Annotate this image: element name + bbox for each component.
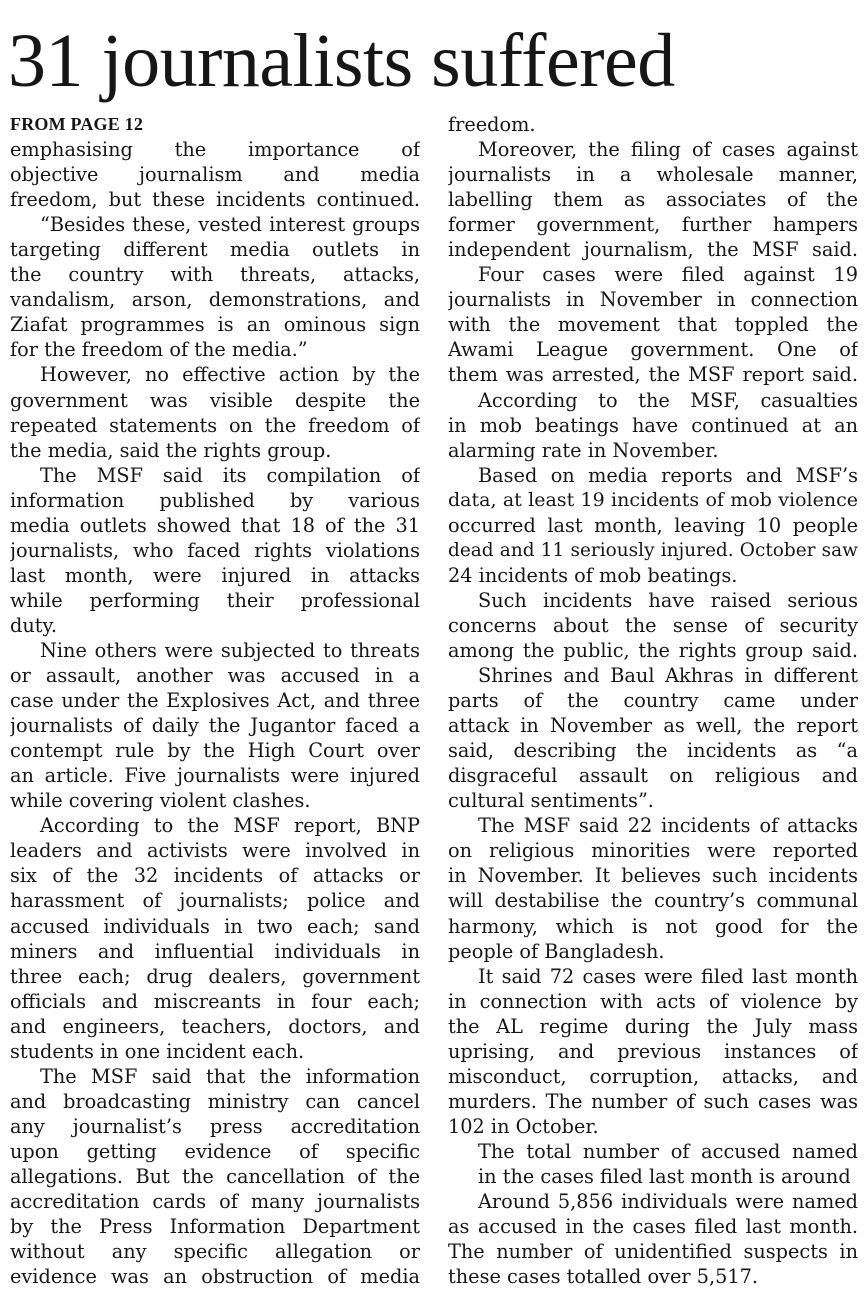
article-line: According to the MSF, casualties bbox=[478, 388, 858, 412]
article-line: as accused in the cases filed last month. bbox=[448, 1215, 858, 1239]
article-line: last month, were injured in attacks bbox=[10, 563, 420, 587]
article-line: The MSF said its compilation of bbox=[40, 463, 420, 487]
article-line: emphasising the importance of bbox=[10, 138, 420, 162]
article-line: However, no effective action by the bbox=[40, 363, 420, 387]
article-line: uprising, and previous instances of bbox=[448, 1039, 858, 1063]
article-line: any journalist’s press accreditation bbox=[10, 1114, 420, 1138]
article-column-right bbox=[448, 112, 858, 1289]
article-line: repeated statements on the freedom of bbox=[10, 413, 420, 437]
article-line: government was visible despite the bbox=[10, 388, 420, 412]
article-line: accused individuals in two each; sand bbox=[10, 914, 420, 938]
article-line: alarming rate in November. bbox=[448, 438, 719, 462]
article-line: officials and miscreants in four each; bbox=[10, 989, 420, 1013]
article-line: evidence was an obstruction of media bbox=[10, 1265, 420, 1289]
article-line: on religious minorities were reported bbox=[448, 839, 858, 863]
article-line: labelling them as associates of the bbox=[448, 188, 858, 212]
article-line: cultural sentiments”. bbox=[448, 789, 654, 813]
article-line: According to the MSF report, BNP bbox=[40, 814, 420, 838]
article-line: freedom. bbox=[448, 113, 536, 136]
article-line: will destabilise the country’s communal bbox=[448, 889, 858, 913]
article-line: 24 incidents of mob beatings. bbox=[448, 563, 738, 587]
article-line: and broadcasting ministry can cancel bbox=[10, 1089, 420, 1113]
article-line: without any specific allegation or bbox=[10, 1240, 420, 1264]
article-line: The MSF said 22 incidents of attacks bbox=[478, 814, 858, 838]
article-line: contempt rule by the High Court over bbox=[10, 739, 420, 763]
article-line: former government, further hampers bbox=[448, 213, 858, 237]
article-line: media outlets showed that 18 of the 31 bbox=[10, 513, 420, 537]
article-line: journalists in a wholesale manner, bbox=[448, 163, 858, 187]
article-line: harassment of journalists; police and bbox=[10, 889, 420, 913]
article-line: among the public, the rights group said. bbox=[448, 638, 858, 662]
article-line: upon getting evidence of specific bbox=[10, 1139, 420, 1163]
article-line: vandalism, arson, demonstrations, and bbox=[10, 288, 420, 312]
article-line: It said 72 cases were filed last month bbox=[478, 964, 858, 988]
article-line: the media, said the rights group. bbox=[10, 438, 332, 462]
article-line: Nine others were subjected to threats bbox=[40, 638, 420, 662]
article-line: them was arrested, the MSF report said. bbox=[448, 363, 858, 387]
article-line: attack in November as well, the report bbox=[448, 714, 858, 738]
article-line: disgraceful assault on religious and bbox=[448, 764, 858, 788]
article-line: an article. Five journalists were injured bbox=[10, 764, 420, 788]
article-line: Such incidents have raised serious bbox=[478, 588, 858, 612]
article-line: six of the 32 incidents of attacks or bbox=[10, 864, 420, 888]
article-line: misconduct, corruption, attacks, and bbox=[448, 1064, 858, 1088]
article-line: parts of the country came under bbox=[448, 689, 858, 713]
article-line: journalists, who faced rights violations bbox=[10, 538, 420, 562]
article-line: occurred last month, leaving 10 people bbox=[448, 513, 858, 537]
article-line: Awami League government. One of bbox=[448, 338, 858, 362]
article-line: journalists of daily the Jugantor faced a bbox=[10, 714, 420, 738]
article-line: duty. bbox=[10, 613, 57, 637]
from-page-kicker: FROM PAGE 12 bbox=[10, 114, 144, 134]
article-line: Moreover, the filing of cases against bbox=[478, 138, 858, 162]
article-line: objective journalism and media bbox=[10, 163, 420, 187]
article-line: “Besides these, vested interest groups bbox=[40, 213, 420, 237]
headline: 31 journalists suffered bbox=[8, 19, 675, 103]
article-line: and engineers, teachers, doctors, and bbox=[10, 1014, 420, 1038]
article-line: Shrines and Baul Akhras in different bbox=[478, 664, 858, 688]
article-line: dead and 11 seriously injured. October saw bbox=[448, 539, 858, 561]
article-line: while performing their professional bbox=[10, 588, 420, 612]
article-line: The total number of accused named bbox=[478, 1139, 858, 1163]
article-line: by the Press Information Department bbox=[10, 1215, 420, 1239]
article-line: Four cases were filed against 19 bbox=[478, 263, 858, 287]
article-line: students in one incident each. bbox=[10, 1039, 305, 1063]
article-line: The MSF said that the information bbox=[40, 1064, 420, 1088]
article-line: the country with threats, attacks, bbox=[10, 263, 420, 287]
article-line: people of Bangladesh. bbox=[448, 939, 665, 963]
article-line: said, describing the incidents as “a bbox=[448, 739, 858, 763]
article-line: three each; drug dealers, government bbox=[10, 964, 420, 988]
article-line: targeting different media outlets in bbox=[10, 238, 420, 262]
article-column-left bbox=[10, 112, 420, 1289]
article-line: with the movement that toppled the bbox=[448, 313, 858, 337]
article-line: in November. It believes such incidents bbox=[448, 864, 858, 888]
article-line: independent journalism, the MSF said. bbox=[448, 238, 858, 262]
article-line: miners and influential individuals in bbox=[10, 939, 420, 963]
article-line: Based on media reports and MSF’s bbox=[478, 463, 858, 487]
article-line: in connection with acts of violence by bbox=[448, 989, 858, 1013]
article-line: data, at least 19 incidents of mob violence bbox=[448, 488, 858, 511]
article-line: journalists in November in connection bbox=[448, 288, 858, 312]
article-line: concerns about the sense of security bbox=[448, 613, 858, 637]
article-line: while covering violent clashes. bbox=[10, 789, 311, 813]
article-line: accreditation cards of many journalists bbox=[10, 1190, 420, 1214]
article-line: The number of unidentified suspects in bbox=[448, 1240, 858, 1264]
article-line: 102 in October. bbox=[448, 1114, 599, 1138]
article-line: leaders and activists were involved in bbox=[10, 839, 420, 863]
article-line: the AL regime during the July mass bbox=[448, 1014, 858, 1038]
article-line: in the cases filed last month is around bbox=[478, 1164, 851, 1188]
article-line: freedom, but these incidents continued. bbox=[10, 188, 420, 212]
article-line: allegations. But the cancellation of the bbox=[10, 1164, 420, 1188]
article-line: case under the Explosives Act, and three bbox=[10, 689, 420, 713]
article-line: Ziafat programmes is an ominous sign bbox=[10, 313, 420, 337]
article-line: these cases totalled over 5,517. bbox=[448, 1265, 759, 1289]
article-line: Around 5,856 individuals were named bbox=[478, 1190, 858, 1214]
article-line: or assault, another was accused in a bbox=[10, 664, 420, 688]
article-line: harmony, which is not good for the bbox=[448, 914, 858, 938]
article-line: information published by various bbox=[10, 488, 420, 512]
article-line: murders. The number of such cases was bbox=[448, 1089, 858, 1113]
article-line: in mob beatings have continued at an bbox=[448, 413, 858, 437]
article-line: for the freedom of the media.” bbox=[10, 338, 308, 362]
